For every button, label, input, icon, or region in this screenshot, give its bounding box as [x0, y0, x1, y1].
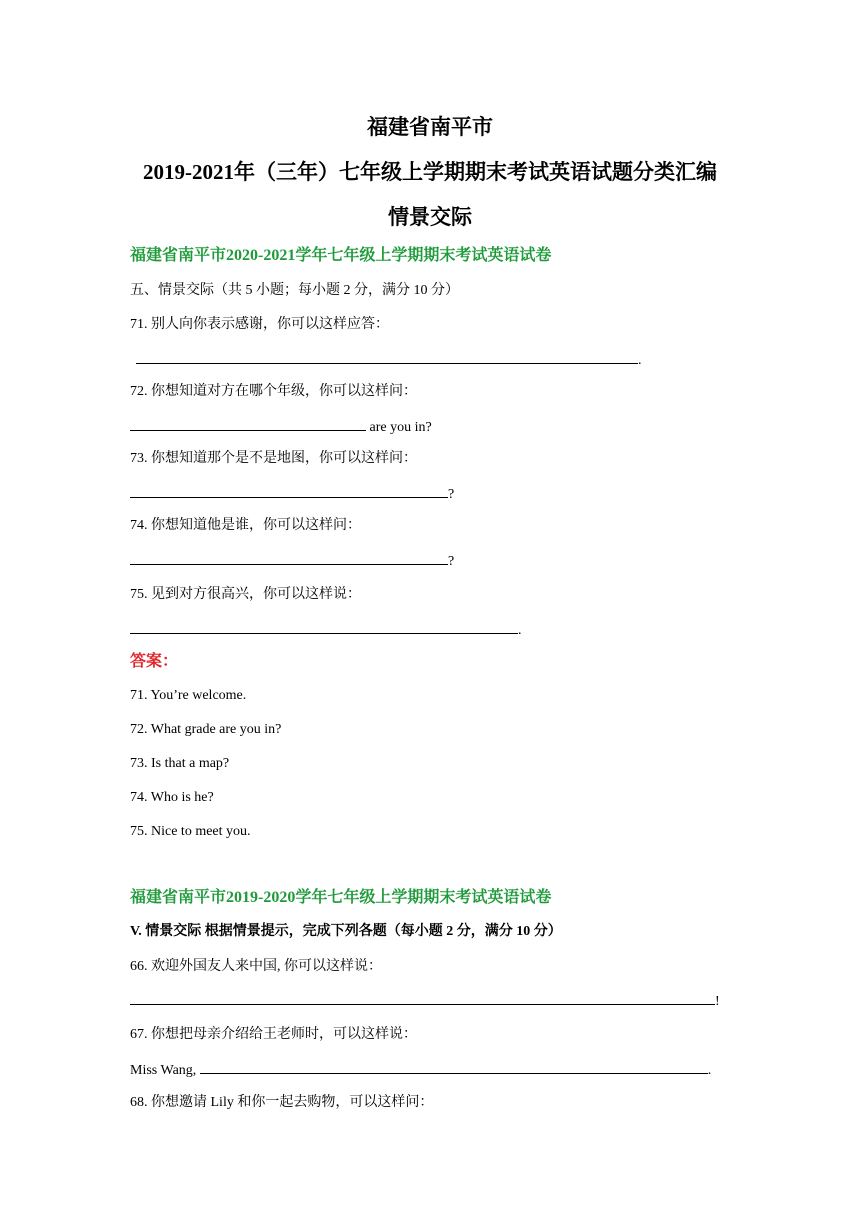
- section-heading-2020-2021: 福建省南平市2020-2021学年七年级上学期期末考试英语试卷: [130, 247, 552, 264]
- section-heading-2019-2020: 福建省南平市2019-2020学年七年级上学期期末考试英语试卷: [130, 889, 552, 906]
- question-74: 74. 你想知道他是谁，你可以这样问：: [130, 518, 361, 533]
- doc-title-main: 2019-2021年（三年）七年级上学期期末考试英语试题分类汇编: [143, 160, 717, 184]
- doc-title-region: 福建省南平市: [367, 115, 493, 139]
- instruction-part1: 五、情景交际（共 5 小题；每小题 2 分，满分 10 分）: [130, 283, 459, 298]
- question-68: 68. 你想邀请 Lily 和你一起去购物，可以这样问：: [130, 1095, 434, 1110]
- answer-blank-74: ?: [130, 550, 454, 570]
- question-67: 67. 你想把母亲介绍给王老师时，可以这样说：: [130, 1027, 417, 1042]
- answer-label: 答案：: [130, 653, 179, 670]
- answer-blank-67: Miss Wang, .: [130, 1059, 711, 1079]
- instruction-part2: V. 情景交际 根据情景提示，完成下列各题（每小题 2 分，满分 10 分）: [130, 924, 562, 939]
- answer-blank-73: ?: [130, 483, 454, 503]
- question-66: 66. 欢迎外国友人来中国, 你可以这样说：: [130, 959, 382, 974]
- question-75: 75. 见到对方很高兴，你可以这样说：: [130, 587, 361, 602]
- answer-blank-72: are you in?: [130, 416, 432, 436]
- doc-title-topic: 情景交际: [388, 205, 472, 229]
- answer-item: 75. Nice to meet you.: [130, 824, 251, 839]
- answer-blank-71: .: [136, 349, 642, 369]
- answer-item: 72. What grade are you in?: [130, 722, 282, 737]
- answer-item: 74. Who is he?: [130, 790, 214, 805]
- question-72: 72. 你想知道对方在哪个年级，你可以这样问：: [130, 384, 417, 399]
- question-73: 73. 你想知道那个是不是地图，你可以这样问：: [130, 451, 417, 466]
- answer-item: 73. Is that a map?: [130, 756, 230, 771]
- answer-blank-66: !: [130, 990, 720, 1010]
- answer-item: 71. You’re welcome.: [130, 688, 247, 703]
- answer-blank-75: .: [130, 619, 522, 639]
- question-71: 71. 别人向你表示感谢，你可以这样应答：: [130, 317, 389, 332]
